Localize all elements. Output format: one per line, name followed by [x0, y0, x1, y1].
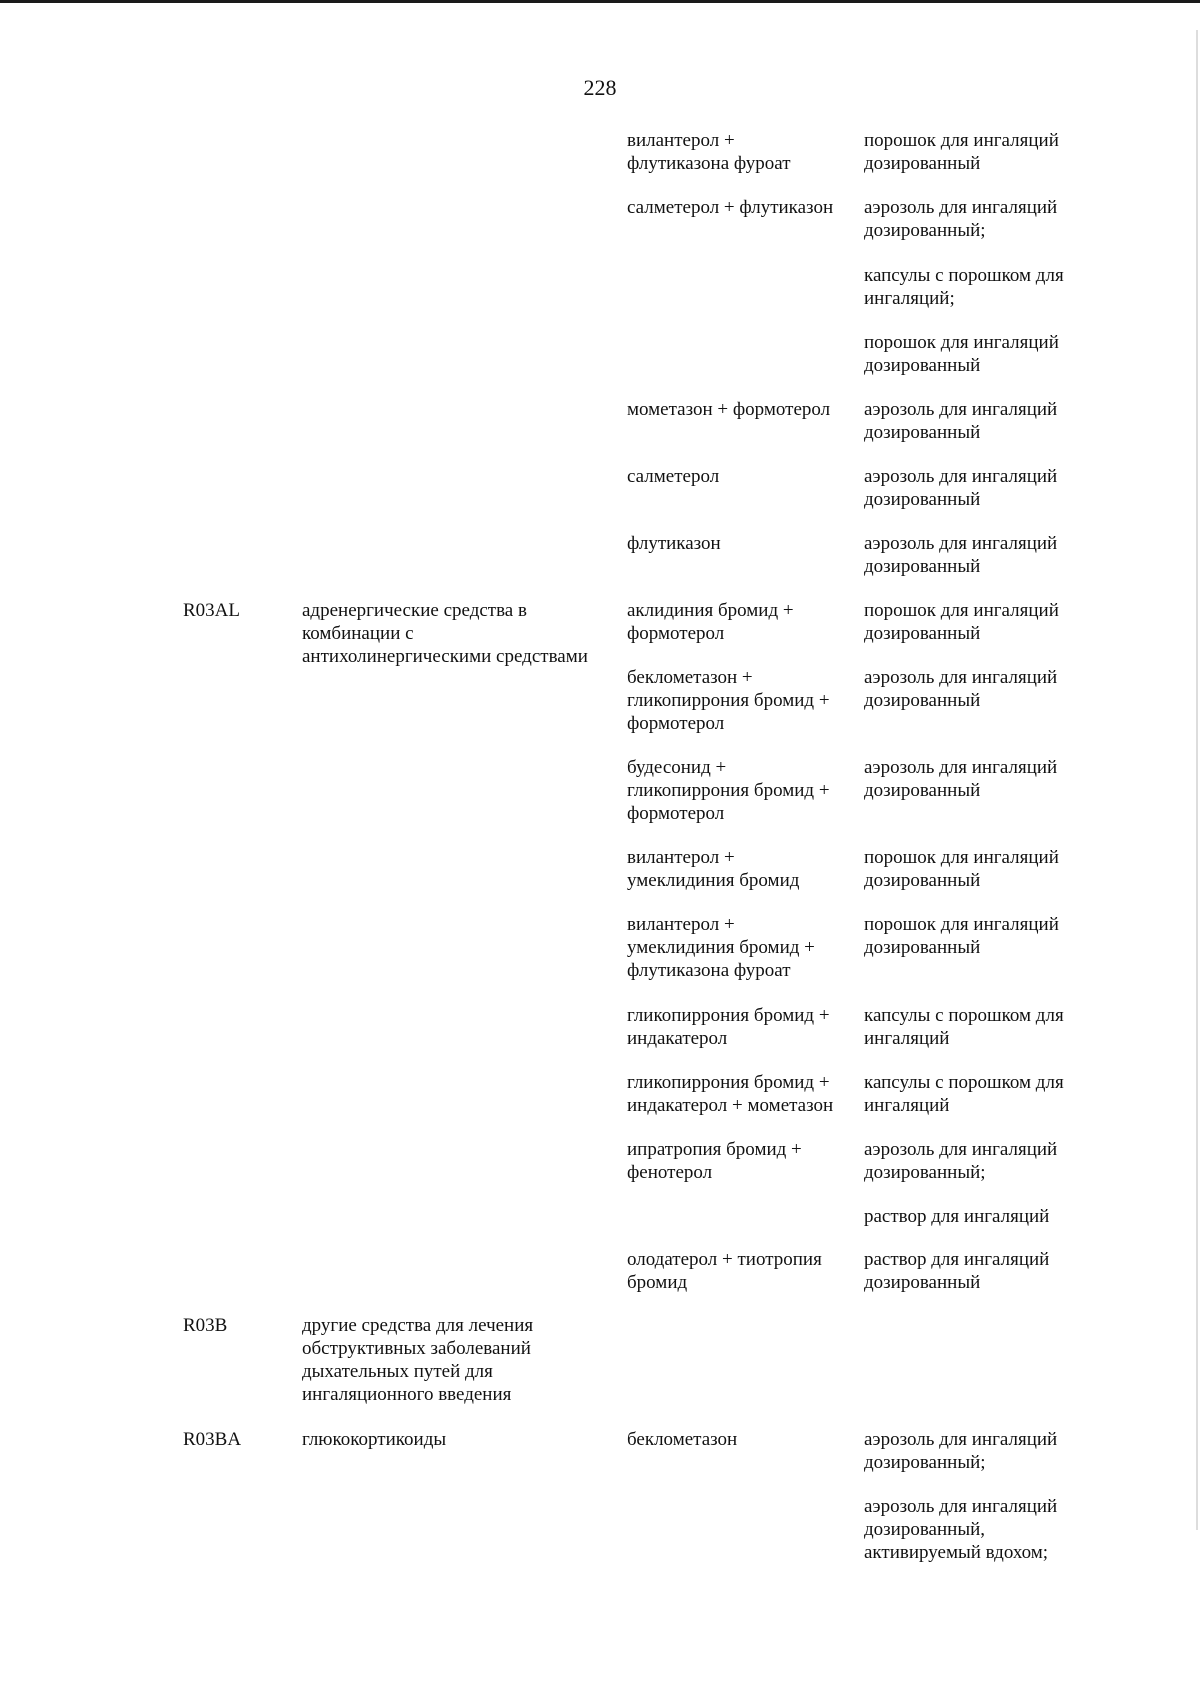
drug-name-line: гликопиррония бромид +	[627, 1005, 830, 1026]
dosage-form-line: активируемый вдохом;	[864, 1542, 1049, 1563]
dosage-form-line: дозированный	[864, 870, 981, 891]
dosage-form-line: дозированный	[864, 690, 981, 711]
atc-group-line: глюкокортикоиды	[302, 1429, 447, 1450]
dosage-form-line: аэрозоль для ингаляций	[864, 197, 1058, 218]
atc-group-line: адренергические средства в	[302, 600, 527, 621]
page-number: 228	[583, 75, 617, 100]
drug-name-line: бромид	[627, 1272, 688, 1293]
dosage-form-line: дозированный	[864, 556, 981, 577]
atc-group-line: обструктивных заболеваний	[302, 1338, 531, 1359]
dosage-form-line: порошок для ингаляций	[864, 600, 1059, 621]
dosage-form-line: дозированный	[864, 422, 981, 443]
drug-name-line: беклометазон +	[627, 667, 753, 688]
dosage-form-line: порошок для ингаляций	[864, 332, 1059, 353]
dosage-form-line: аэрозоль для ингаляций	[864, 667, 1058, 688]
drug-name-line: умеклидиния бромид	[627, 870, 800, 891]
dosage-form-line: аэрозоль для ингаляций	[864, 757, 1058, 778]
dosage-form-line: дозированный;	[864, 1452, 986, 1473]
dosage-form-line: дозированный	[864, 355, 981, 376]
atc-group-line: ингаляционного введения	[302, 1384, 512, 1405]
drug-name-line: вилантерол +	[627, 847, 735, 868]
drug-name-line: флутиказона фуроат	[627, 153, 791, 174]
scan-right-edge	[1196, 30, 1198, 1530]
dosage-form-line: дозированный	[864, 937, 981, 958]
drug-name-line: индакатерол	[627, 1028, 728, 1049]
drug-name-line: ипратропия бромид +	[627, 1139, 802, 1160]
dosage-form-line: капсулы с порошком для	[864, 1072, 1064, 1093]
dosage-form-line: аэрозоль для ингаляций	[864, 1429, 1058, 1450]
dosage-form-line: дозированный;	[864, 1162, 986, 1183]
dosage-form-line: аэрозоль для ингаляций	[864, 533, 1058, 554]
dosage-form-line: порошок для ингаляций	[864, 914, 1059, 935]
dosage-form-line: капсулы с порошком для	[864, 265, 1064, 286]
drug-name-line: флутиказон	[627, 533, 721, 554]
atc-group-line: антихолинергическими средствами	[302, 646, 588, 667]
dosage-form-line: дозированный	[864, 780, 981, 801]
drug-name-line: формотерол	[627, 623, 725, 644]
drug-name-line: гликопиррония бромид +	[627, 780, 830, 801]
dosage-form-line: аэрозоль для ингаляций	[864, 1496, 1058, 1517]
drug-name-line: будесонид +	[627, 757, 727, 778]
drug-name-line: фенотерол	[627, 1162, 713, 1183]
dosage-form-line: дозированный	[864, 489, 981, 510]
scan-top-border	[0, 0, 1200, 3]
drug-name-line: индакатерол + мометазон	[627, 1095, 834, 1116]
dosage-form-line: ингаляций;	[864, 288, 955, 309]
dosage-form-line: порошок для ингаляций	[864, 847, 1059, 868]
dosage-form-line: ингаляций	[864, 1028, 950, 1049]
drug-name-line: олодатерол + тиотропия	[627, 1249, 822, 1270]
dosage-form-line: капсулы с порошком для	[864, 1005, 1064, 1026]
drug-name-line: умеклидиния бромид +	[627, 937, 815, 958]
dosage-form-line: порошок для ингаляций	[864, 130, 1059, 151]
dosage-form-line: дозированный;	[864, 220, 986, 241]
drug-name-line: мометазон + формотерол	[627, 399, 831, 420]
dosage-form-line: дозированный	[864, 153, 981, 174]
drug-name-line: гликопиррония бромид +	[627, 690, 830, 711]
drug-name-line: формотерол	[627, 713, 725, 734]
drug-name-line: формотерол	[627, 803, 725, 824]
atc-group-line: другие средства для лечения	[302, 1315, 534, 1336]
atc-group-line: комбинации с	[302, 623, 414, 644]
dosage-form-line: аэрозоль для ингаляций	[864, 399, 1058, 420]
drug-name-line: вилантерол +	[627, 130, 735, 151]
atc-code: R03BA	[183, 1429, 242, 1450]
atc-code: R03B	[183, 1315, 228, 1336]
drug-name-line: салметерол + флутиказон	[627, 197, 834, 218]
dosage-form-line: ингаляций	[864, 1095, 950, 1116]
drug-name-line: флутиказона фуроат	[627, 960, 791, 981]
dosage-form-line: аэрозоль для ингаляций	[864, 466, 1058, 487]
atc-group-line: дыхательных путей для	[302, 1361, 493, 1382]
dosage-form-line: дозированный,	[864, 1519, 986, 1540]
dosage-form-line: раствор для ингаляций	[864, 1249, 1050, 1270]
dosage-form-line: аэрозоль для ингаляций	[864, 1139, 1058, 1160]
drug-name-line: салметерол	[627, 466, 720, 487]
drug-name-line: аклидиния бромид +	[627, 600, 794, 621]
atc-code: R03AL	[183, 600, 240, 621]
drug-name-line: беклометазон	[627, 1429, 738, 1450]
drug-name-line: вилантерол +	[627, 914, 735, 935]
dosage-form-line: дозированный	[864, 623, 981, 644]
dosage-form-line: дозированный	[864, 1272, 981, 1293]
drug-name-line: гликопиррония бромид +	[627, 1072, 830, 1093]
dosage-form-line: раствор для ингаляций	[864, 1206, 1050, 1227]
